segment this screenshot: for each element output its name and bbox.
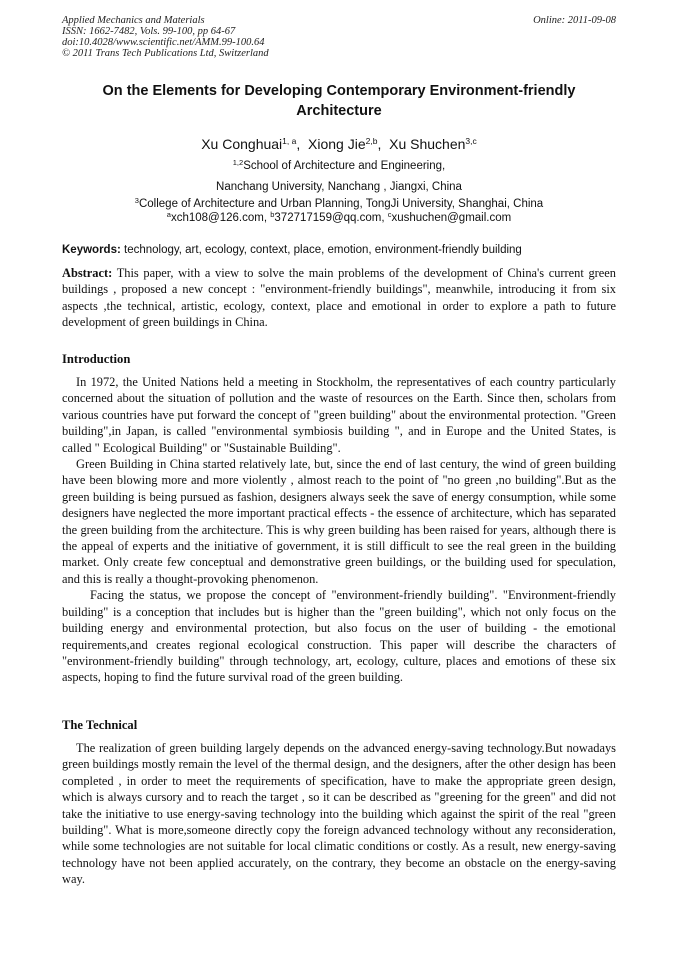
paragraph: Green Building in China started relatively late, but, since the end of last century, the wind of green building have been blowing more and more violently , almost reach to the point of "no green ,no building".But as the green building is being pursued as fashion, designers always seek the save of energy consumption, while some designers have neglected the more important practical effects - the essence of architecture, which has separated the green building from the architecture. This is why green building has been raised for years, although there is the appeal of experts and the initiative of government, it is still difficult to see the real green in the building market. Only create few conceptual and demonstrative green buildings, or the building used for speculation, and this is really a thought-provoking phenomenon.	[62, 457, 616, 586]
paragraph: The realization of green building largely depends on the advanced energy-saving technology.But nowadays green buildings mostly remain the level of the thermal design, and the designers, after the other design has been completed , in order to meet the requirements of specification, have to make the appropriate green design, which is always cursory and to reach the target , so it can be described as "greening for the green" and did not take the initiative to use energy-saving technology into the building which against the spirit of the real "green building". What is more,someone directly copy the foreign advanced technology without any reconsideration, while some technologies are not suitable for local climatic conditions or costly. As a result, new energy-saving technology have not been applied accurately, on the contrary, they become an obstacle on the energy-saving way.	[62, 741, 616, 887]
abstract	[62, 265, 616, 331]
author-sup: 1, a	[282, 136, 297, 146]
section-heading-technical: The Technical	[62, 718, 138, 732]
copyright-line: © 2011 Trans Tech Publications Ltd, Switzerland	[62, 48, 269, 59]
affiliation-sup: 3	[134, 196, 139, 205]
author-name: Xu Shuchen	[389, 136, 466, 152]
affiliation-sup: 1,2	[232, 158, 244, 167]
section-heading-introduction: Introduction	[62, 352, 131, 366]
email-sup: b	[270, 210, 275, 219]
technical-body	[62, 740, 616, 888]
introduction-body	[62, 374, 616, 686]
email-link[interactable]: xch108@126.com,	[170, 212, 271, 224]
affiliation-text: College of Architecture and Urban Planning, TongJi University, Shanghai, China	[138, 198, 544, 210]
paper-title: On the Elements for Developing Contemporary Environment-friendly Architecture	[102, 83, 576, 119]
author-name: Xiong Jie	[308, 136, 366, 152]
affiliation-1	[62, 156, 616, 173]
online-date: Online: 2011-09-08	[533, 15, 616, 26]
doi-line: doi:10.4028/www.scientific.net/AMM.99-100.64	[62, 37, 265, 48]
keywords-label: Keywords:	[62, 244, 121, 256]
email-link[interactable]: xushuchen@gmail.com	[391, 212, 512, 224]
author-list: Xu Conghuai$^{1, a}$, Xiong Jie$^{2,b}$, Xu Shuchen$^{3,c}$	[201, 136, 477, 152]
keywords-text: technology, art, ecology, context, place, emotion, environment-friendly building	[124, 244, 522, 256]
paragraph: Facing the status, we propose the concept of "environment-friendly building". "Environment-friendly building" is a conception that includes but is higher than the "green building", which not only focus on the building energy and environmental protection, but also focus on the user of building - the emotional requirements,and creates regional ecological construction. This paper will describe the characters of "environment-friendly building" through technology, art, ecology, culture, places and emotions of these six aspects, hoping to find the future survival road of the green building.	[62, 588, 616, 685]
journal-header	[62, 15, 616, 59]
email-sup: c	[387, 210, 392, 219]
author-name: Xu Conghuai	[201, 136, 283, 152]
abstract-label: Abstract:	[62, 266, 113, 280]
affiliation-text: School of Architecture and Engineering,	[243, 160, 446, 172]
author-sup: 2,b	[365, 136, 378, 146]
issn-line: ISSN: 1662-7482, Vols. 99-100, pp 64-67	[62, 26, 236, 37]
abstract-text: This paper, with a view to solve the main problems of the development of China's current green buildings , proposed a new concept : "environment-friendly buildings", meanwhile, introducing it from six aspects ,the technical, artistic, ecology, context, place and emotional in order to explore a path to future development of green buildings in China.	[62, 266, 617, 330]
email-link[interactable]: 372717159@qq.com,	[274, 212, 388, 224]
email-sup: a	[166, 210, 171, 219]
author-emails	[62, 208, 616, 225]
journal-name: Applied Mechanics and Materials	[62, 15, 205, 26]
affiliation-1-address: Nanchang University, Nanchang , Jiangxi, China	[216, 181, 462, 193]
paragraph: In 1972, the United Nations held a meeting in Stockholm, the representatives of each country particularly concerned about the situation of pollution and the waste of resources on the Earth. Since then, scholars from various countries have put forward the concept of "green building" about the environmental protection. "Green building",in Japan, is called "environmental symbiosis building ", and in Europe and the United States, is called " Ecological Building" or "Sustainable Building".	[62, 375, 616, 455]
keywords	[62, 243, 616, 257]
author-sup: 3,c	[465, 136, 477, 146]
